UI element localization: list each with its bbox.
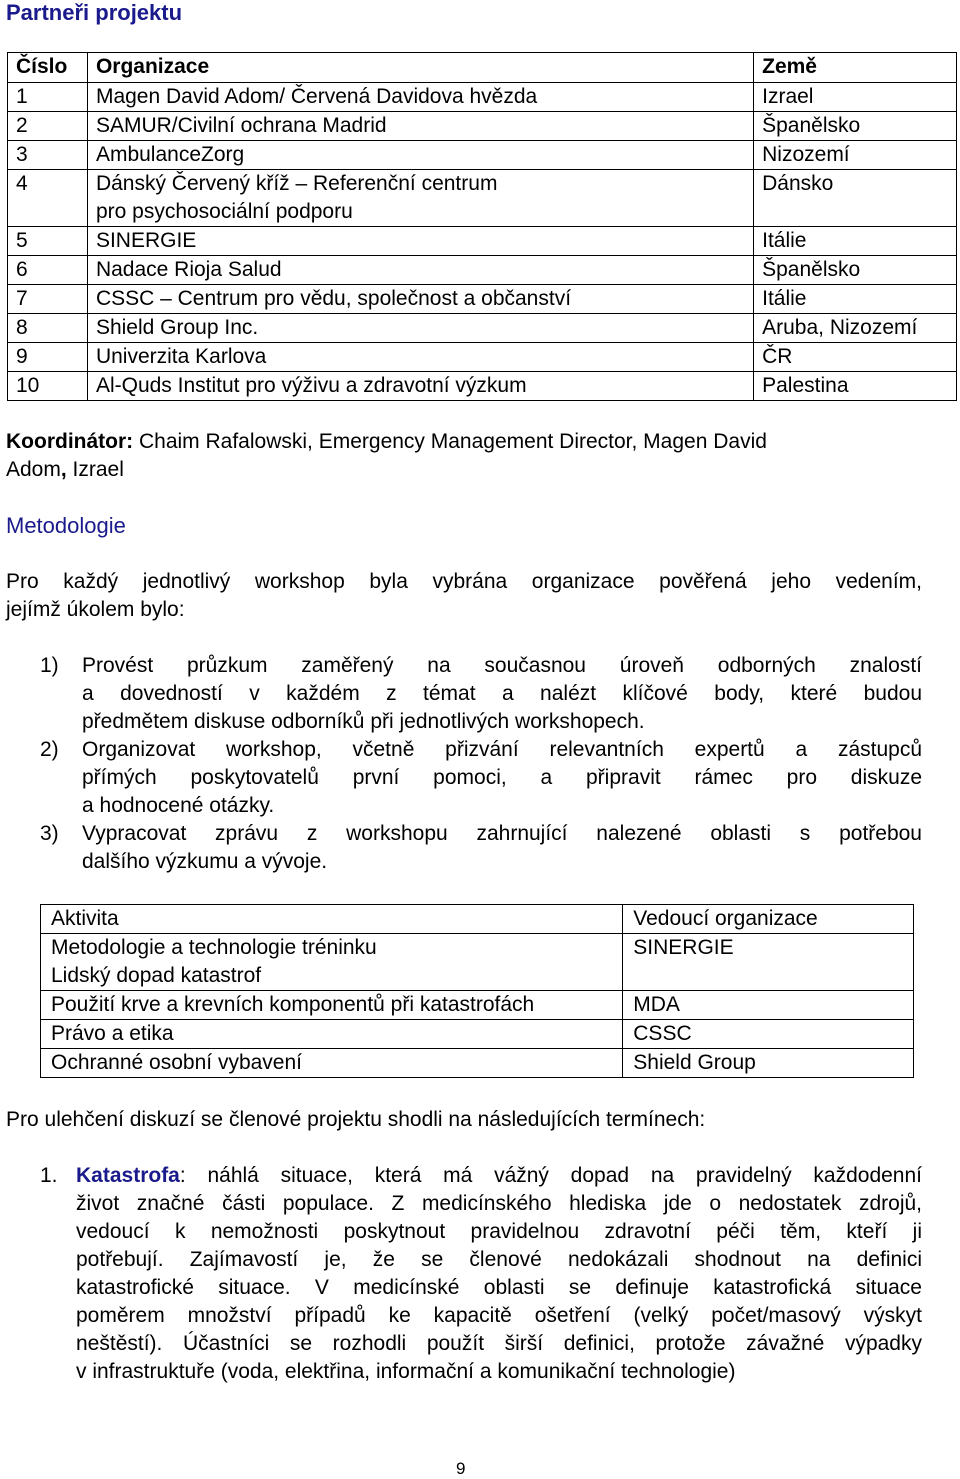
activity-row [41,1020,914,1049]
partner-organization [87,112,753,141]
partner-number: 9 [8,343,88,372]
partner-row [8,227,957,256]
header-activity: Aktivita [41,905,623,934]
partner-country: Aruba, Nizozemí [754,314,957,343]
partner-organization [87,314,753,343]
partner-organization-line: pro psychosociální podporu [95,200,353,223]
partner-number: 2 [8,112,88,141]
partner-number: 10 [8,372,88,401]
partner-number: 6 [8,256,88,285]
methodology-intro [6,568,922,624]
activities-header-row [41,905,914,934]
methodology-intro-line-2: jejímž úkolem bylo: [6,598,185,621]
methodology-intro-line-1: Pro každý jednotlivý workshop byla vybrána organizace pověřená jeho vedením, [6,570,922,593]
methodology-steps [6,652,922,876]
partner-row [8,141,957,170]
step-number: 1) [40,654,59,677]
activity-name [41,991,623,1020]
partner-organization [87,343,753,372]
header-organization: Organizace [87,53,753,83]
partner-number: 7 [8,285,88,314]
partner-organization-line: AmbulanceZorg [95,143,245,166]
coordinator-text: Chaim Rafalowski, Emergency Management Director, Magen David [133,430,767,453]
partner-organization [87,372,753,401]
activity-name [41,1020,623,1049]
partner-row [8,256,957,285]
partners-header-row [8,53,957,83]
activity-name-line: Ochranné osobní vybavení [51,1051,302,1074]
partner-country: Španělsko [754,112,957,141]
partner-organization [87,227,753,256]
methodology-step [6,736,922,820]
step-text-line: Provést průzkum zaměřený na současnou úroveň odborných znalostí [82,654,922,677]
partner-organization-line: Al-Quds Institut pro výživu a zdravotní výzkum [95,374,527,397]
step-text-line: Vypracovat zprávu z workshopu zahrnující nalezené oblasti s potřebou [82,822,922,845]
term-text-line: život značné části populace. Z medicínského hlediska jde o nedostatek zdrojů, [76,1192,922,1215]
partner-number: 8 [8,314,88,343]
partner-organization-line: SAMUR/Civilní ochrana Madrid [95,114,387,137]
partner-row [8,314,957,343]
partner-organization [87,83,753,112]
activity-name [41,1049,623,1078]
term-text-line: neštěstí). Účastníci se rozhodli použít širší definici, protože závažné výpadky [76,1332,922,1355]
step-text-line: dalšího výzkumu a vývoje. [82,850,328,873]
partner-row [8,285,957,314]
coordinator-label: Koordinátor: [6,430,134,453]
terms-list [0,1162,922,1386]
partner-organization-line: CSSC – Centrum pro vědu, společnost a občanství [95,287,572,310]
partner-row [8,343,957,372]
header-lead-organization: Vedoucí organizace [623,905,914,934]
activity-lead-organization: SINERGIE [623,934,914,991]
methodology-step [6,820,922,876]
partners-table [7,52,957,401]
header-country: Země [754,53,957,83]
partner-row [8,170,957,227]
partner-country: Itálie [754,285,957,314]
step-text-line: přímých poskytovatelů první pomoci, a připravit rámec pro diskuze [82,766,922,789]
term-text-line: v infrastruktuře (voda, elektřina, informační a komunikační technologie) [76,1360,736,1383]
partner-country: ČR [754,343,957,372]
activity-lead-organization: Shield Group [623,1049,914,1078]
section-title: Partneři projektu [6,0,183,25]
partner-organization [87,256,753,285]
terms-intro: Pro ulehčení diskuzí se členové projektu shodli na následujících termínech: [6,1108,706,1131]
term-text-line: vedoucí k nemožnosti poskytnout pravidelnou zdravotní péči těm, kteří ji [76,1220,922,1243]
term-text-line: potřebují. Zajímavostí je, že se členové nedokázali shodnout na definici [76,1248,922,1271]
partner-organization-line: Univerzita Karlova [95,345,267,368]
term-text-line: katastrofické situace. V medicínské oblasti se definuje katastrofická situace [76,1276,922,1299]
step-text-line: a dovedností v každém z témat a nalézt klíčové body, které budou [82,682,922,705]
activity-row [41,991,914,1020]
partner-organization [87,285,753,314]
step-number: 3) [40,822,59,845]
coordinator-country: Izrael [66,458,124,481]
partner-organization-line: Magen David Adom/ Červená Davidova hvězda [95,85,538,108]
header-number: Číslo [8,53,88,83]
partner-row [8,372,957,401]
partner-number: 1 [8,83,88,112]
partner-number: 5 [8,227,88,256]
term-number: 1. [40,1164,58,1187]
coordinator-text-2: Adom [6,458,61,481]
term-text-line: poměrem množství případů ke kapacitě ošetření (velký počet/masový výskyt [76,1304,922,1327]
activity-name-line: Metodologie a technologie tréninku [51,936,377,959]
activity-lead-organization: CSSC [623,1020,914,1049]
term-text-line [76,1162,922,1190]
partner-number: 3 [8,141,88,170]
partner-country: Palestina [754,372,957,401]
term-text: : náhlá situace, která má vážný dopad na pravidelný každodenní [179,1164,922,1187]
partner-organization [87,170,753,227]
activities-table [40,904,914,1078]
activity-row [41,1049,914,1078]
methodology-title: Metodologie [6,513,126,538]
partner-country: Nizozemí [754,141,957,170]
partner-country: Itálie [754,227,957,256]
partner-country: Španělsko [754,256,957,285]
methodology-step [6,652,922,736]
partner-row [8,112,957,141]
step-number: 2) [40,738,59,761]
step-text-line: a hodnocené otázky. [82,794,275,817]
coordinator-paragraph [6,428,906,484]
activity-lead-organization: MDA [623,991,914,1020]
activity-name [41,934,623,991]
partner-organization [87,141,753,170]
activity-row [41,934,914,991]
term-item [0,1162,922,1386]
partner-row [8,83,957,112]
partner-organization-line: Shield Group Inc. [95,316,259,339]
coordinator-comma: , [60,458,67,481]
partner-organization-line: SINERGIE [95,229,197,252]
partner-organization-line: Dánský Červený kříž – Referenční centrum [95,172,498,195]
partner-organization-line: Nadace Rioja Salud [95,258,282,281]
partner-country: Izrael [754,83,957,112]
activity-name-line: Lidský dopad katastrof [51,964,262,987]
term-title: Katastrofa [76,1164,180,1187]
activity-name-line: Právo a etika [51,1022,174,1045]
page-number: 9 [456,1459,466,1478]
step-text-line: Organizovat workshop, včetně přizvání relevantních expertů a zástupců [82,738,922,761]
partner-country: Dánsko [754,170,957,227]
activity-name-line: Použití krve a krevních komponentů při katastrofách [51,993,535,1016]
step-text-line: předmětem diskuse odborníků při jednotlivých workshopech. [82,710,645,733]
partner-number: 4 [8,170,88,227]
